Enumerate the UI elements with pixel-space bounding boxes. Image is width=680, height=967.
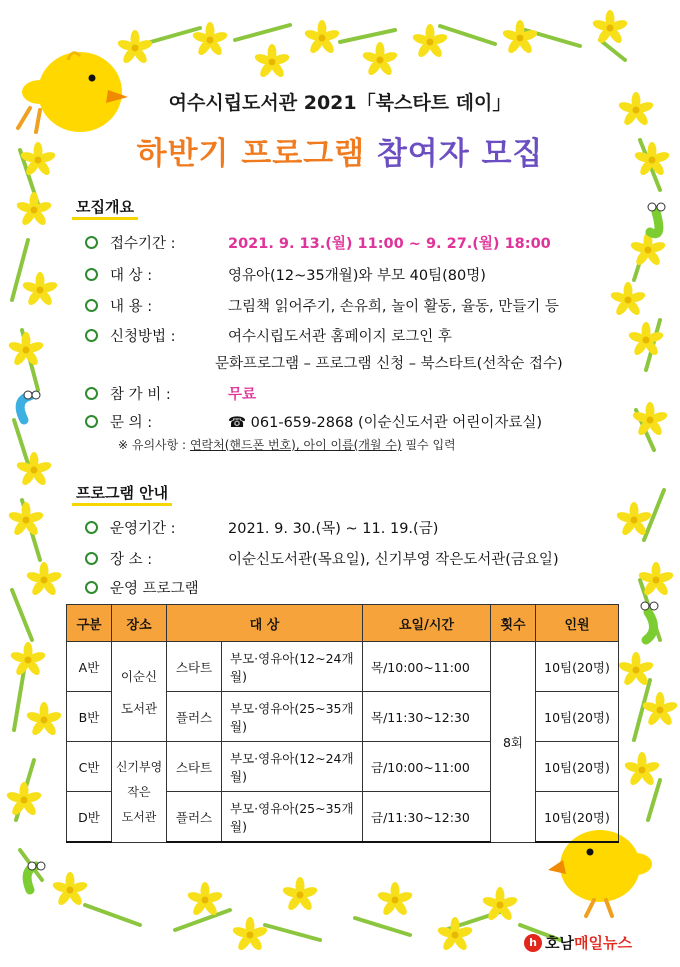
header-target: 대 상 [167,605,363,642]
place-line: 도서관 [120,700,158,716]
cell-people: 10팀(20명) [536,642,619,692]
table-header-row [67,605,619,642]
cell-people: 10팀(20명) [536,792,619,843]
header-place: 장소 [112,605,167,642]
info-label: 내 용 : [110,299,153,315]
cell-type: 플러스 [167,692,222,742]
cell-type: 스타트 [167,742,222,792]
cell-type: 플러스 [167,792,222,843]
bullet-circle-icon [85,329,98,342]
info-value: ☎ 061-659-2868 (이순신도서관 어린이자료실) [228,415,543,431]
info-value: 영유아(12~35개월)와 부모 40팀(80명) [228,268,486,284]
header-class: 구분 [67,605,112,642]
cell-class: B반 [67,692,112,742]
info-row-apply-cont [215,352,563,373]
bullet-circle-icon [85,415,98,428]
table-row [67,742,619,792]
info-row-program [85,577,199,598]
bullet-circle-icon [85,552,98,565]
header-count: 횟수 [491,605,536,642]
notice-suffix: 필수 입력 [405,438,456,452]
cell-people: 10팀(20명) [536,742,619,792]
cell-count: 8회 [491,642,536,843]
cell-class: A반 [67,642,112,692]
poster-subtitle: 여수시립도서관 2021「북스타트 데이」 [168,92,512,114]
place-line: 도서관 [121,810,157,825]
info-value: 2021. 9. 13.(월) 11:00 ~ 9. 27.(월) 18:00 [228,236,551,252]
info-value: 문화프로그램 – 프로그램 신청 – 북스타트(선착순 접수) [215,356,563,372]
cell-class: D반 [67,792,112,843]
info-row-contact [85,411,542,432]
place-line: 신기부영 [115,760,163,775]
cell-time: 금/10:00~11:00 [363,742,491,792]
info-label: 문 의 : [110,415,153,431]
header-time: 요일/시간 [363,605,491,642]
info-row-fee [85,383,256,404]
table-row [67,642,619,692]
cell-time: 금/11:30~12:30 [363,792,491,843]
info-label: 접수기간 : [110,236,176,252]
info-value: 이순신도서관(목요일), 신기부영 작은도서관(금요일) [228,552,559,568]
bullet-circle-icon [85,236,98,249]
bullet-circle-icon [85,299,98,312]
info-row-target [85,264,486,285]
cell-place-1 [112,642,167,742]
program-table [66,604,619,843]
title-part-program: 하반기 프로그램 [136,136,366,172]
info-label: 장 소 : [110,552,153,568]
news-logo [524,932,632,953]
info-row-run-period [85,517,438,538]
cell-target: 부모·영유아(25~35개월) [222,692,363,742]
info-value: 2021. 9. 30.(목) ~ 11. 19.(금) [228,521,439,537]
info-row-place [85,548,559,569]
info-row-period [85,232,551,253]
notice-prefix: ※ 유의사항 : [118,438,187,452]
cell-target: 부모·영유아(12~24개월) [222,642,363,692]
cell-target: 부모·영유아(25~35개월) [222,792,363,843]
cell-type: 스타트 [167,642,222,692]
cell-place-2 [112,742,167,843]
cell-target: 부모·영유아(12~24개월) [222,742,363,792]
section-heading-recruit: 모집개요 [72,196,138,220]
notice-underlined: 연락처(핸드폰 번호), 아이 이름(개월 수) [189,438,402,452]
title-part-recruit: 참여자 모집 [376,136,544,172]
poster-title [0,128,680,173]
notice-text [118,436,456,453]
news-logo-text-1: 호남 [545,934,575,952]
info-value: 여수시립도서관 홈페이지 로그인 후 [228,329,452,345]
bullet-circle-icon [85,268,98,281]
bullet-circle-icon [85,387,98,400]
section-heading-guide: 프로그램 안내 [72,482,172,506]
info-row-content [85,295,559,316]
info-value: 그림책 읽어주기, 손유희, 놀이 활동, 율동, 만들기 등 [228,299,559,315]
cell-time: 목/11:30~12:30 [363,692,491,742]
place-line: 이순신 [120,668,158,684]
cell-class: C반 [67,742,112,792]
bullet-circle-icon [85,581,98,594]
news-logo-icon: h [524,934,542,952]
info-label: 참 가 비 : [110,387,171,403]
info-label: 운영 프로그램 [110,581,199,597]
info-row-apply [85,325,452,346]
cell-people: 10팀(20명) [536,692,619,742]
place-line: 작은 [127,785,151,800]
info-label: 신청방법 : [110,329,176,345]
bullet-circle-icon [85,521,98,534]
cell-time: 목/10:00~11:00 [363,642,491,692]
info-label: 대 상 : [110,268,153,284]
info-label: 운영기간 : [110,521,176,537]
info-value: 무료 [228,387,257,403]
header-people: 인원 [536,605,619,642]
news-logo-text-2: 매일뉴스 [574,934,632,952]
